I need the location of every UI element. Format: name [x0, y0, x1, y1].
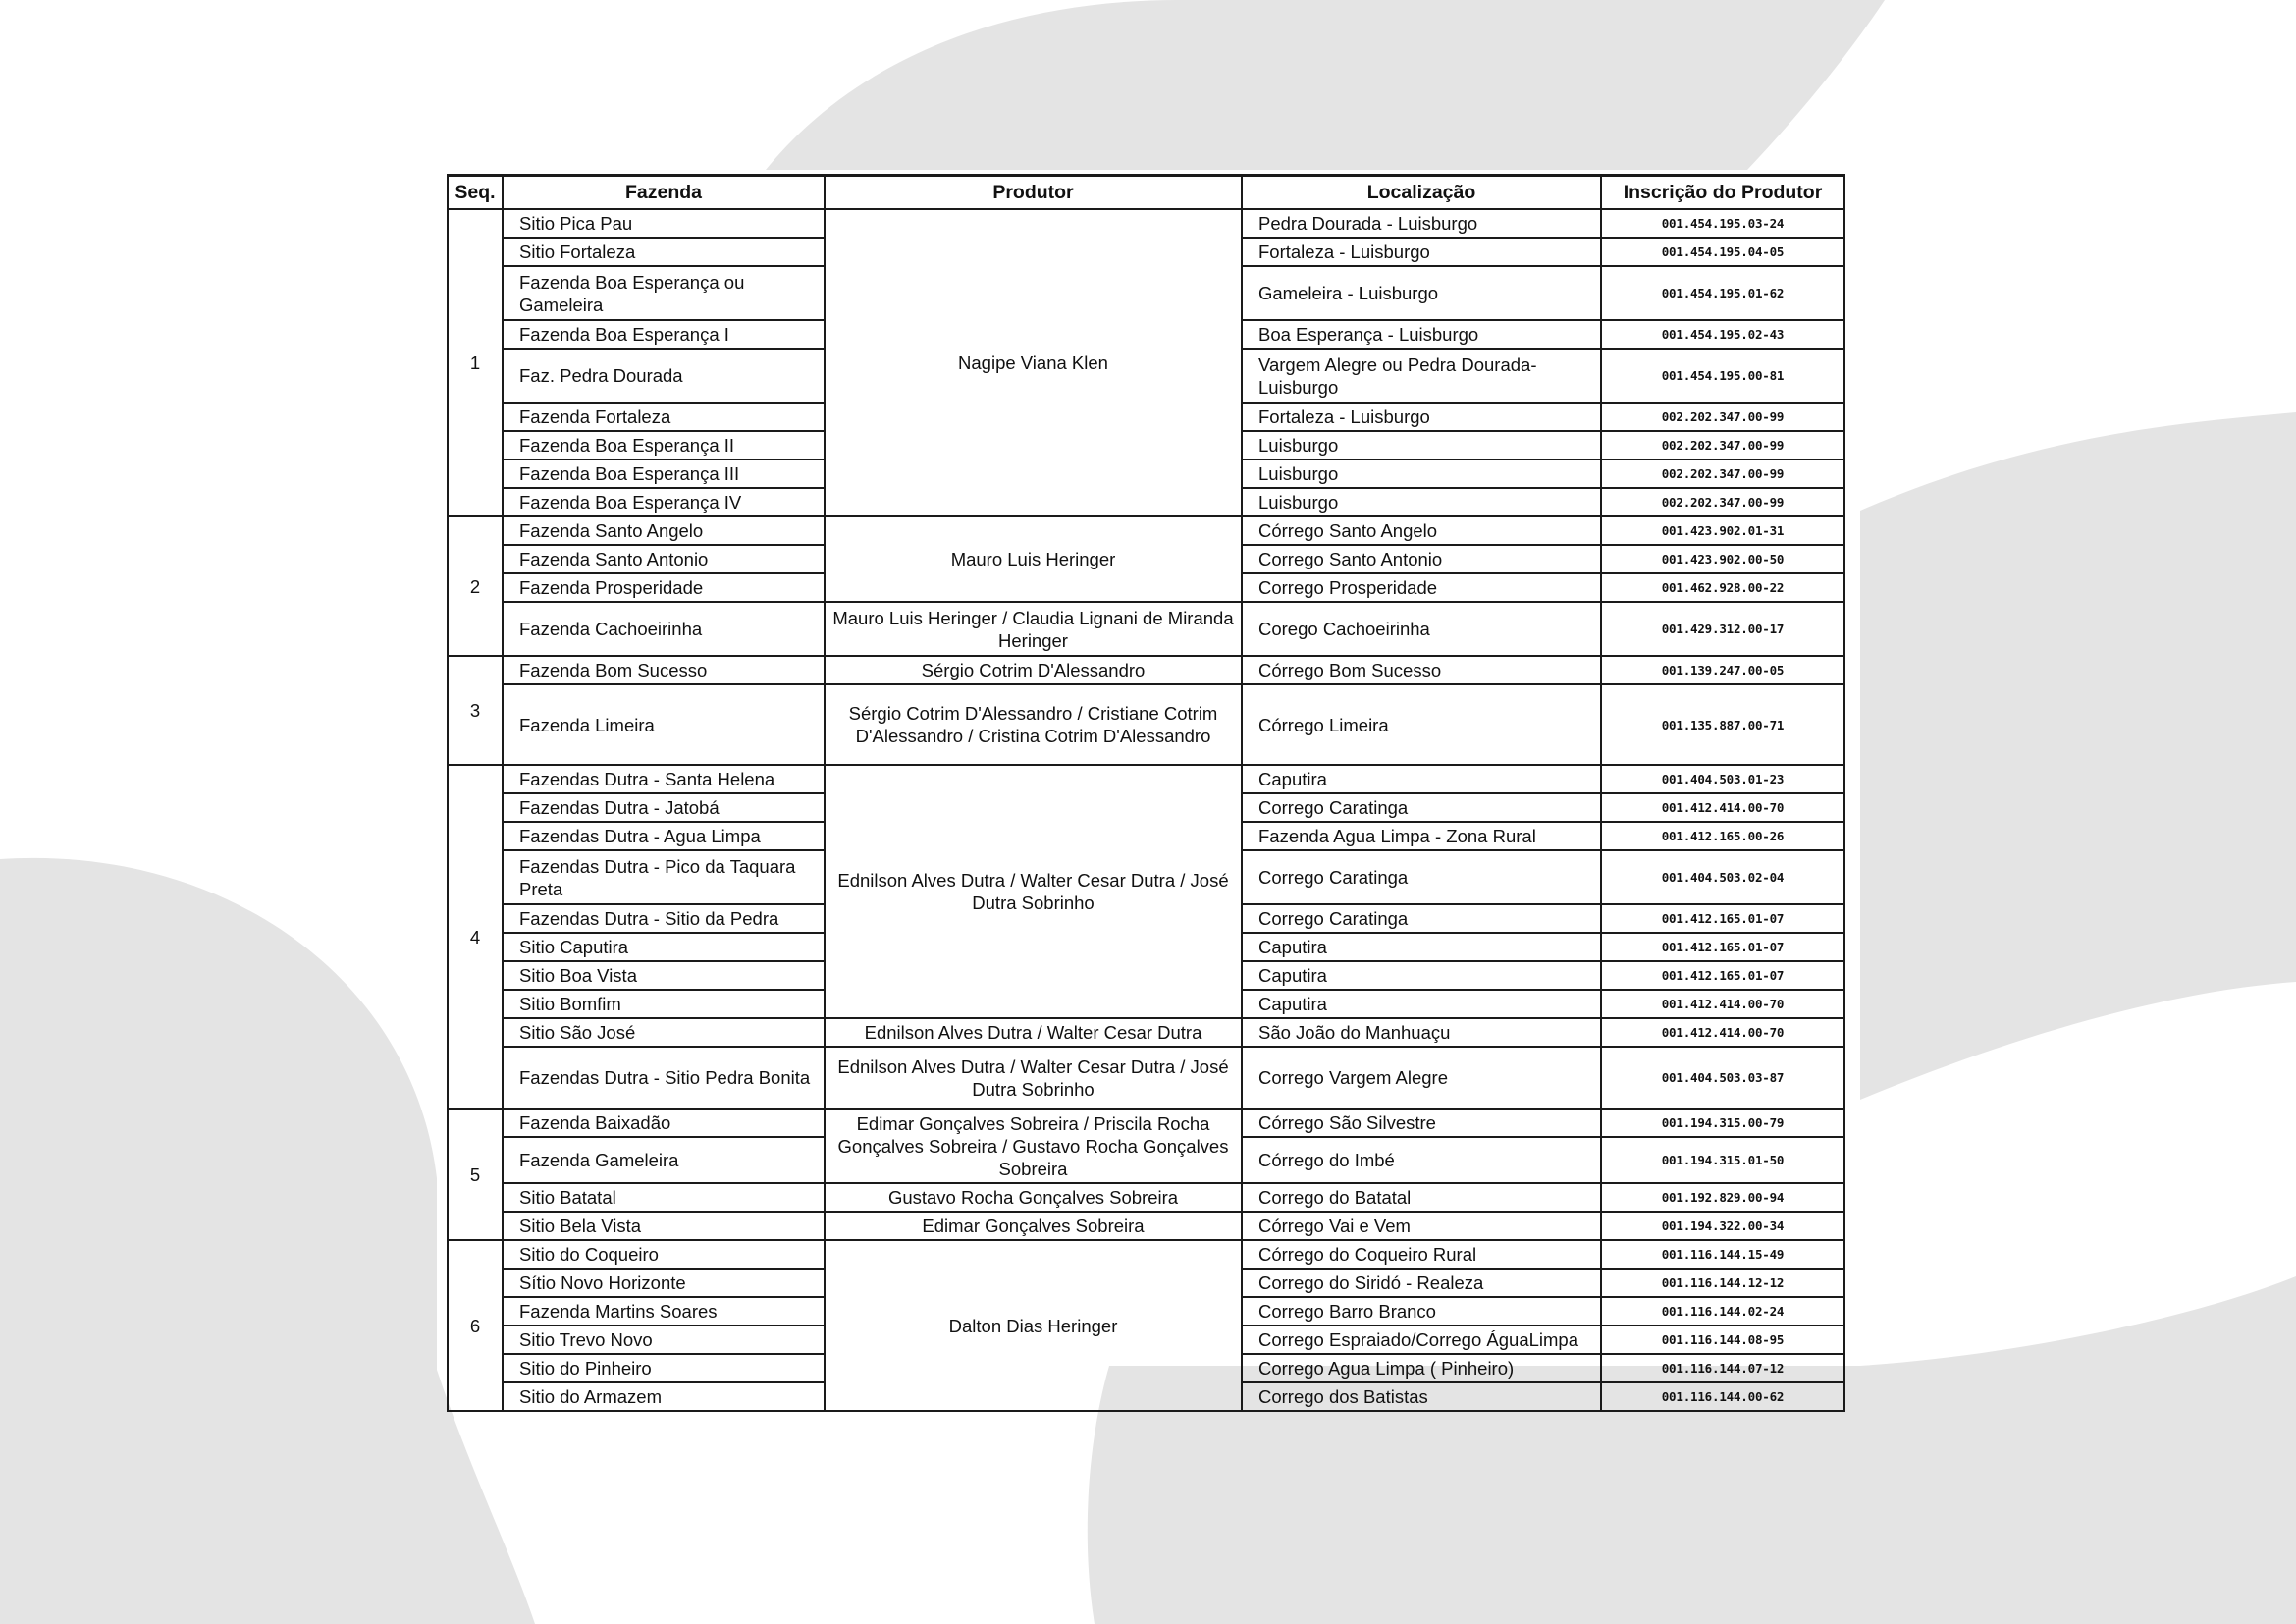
inscricao-cell: 001.454.195.03-24 — [1601, 209, 1844, 238]
localizacao-cell: Pedra Dourada - Luisburgo — [1242, 209, 1601, 238]
localizacao-cell: Vargem Alegre ou Pedra Dourada-Luisburgo — [1242, 349, 1601, 403]
fazenda-cell: Fazenda Boa Esperança II — [503, 431, 825, 460]
fazenda-cell: Fazendas Dutra - Sitio da Pedra — [503, 904, 825, 933]
fazenda-cell: Fazenda Baixadão — [503, 1109, 825, 1137]
localizacao-cell: Corrego do Siridó - Realeza — [1242, 1269, 1601, 1297]
localizacao-cell: Corrego Caratinga — [1242, 793, 1601, 822]
fazenda-cell: Fazenda Gameleira — [503, 1137, 825, 1183]
produtor-cell: Mauro Luis Heringer — [825, 516, 1242, 602]
table-row — [448, 656, 1844, 684]
inscricao-cell: 001.462.928.00-22 — [1601, 573, 1844, 602]
produtor-cell: Nagipe Viana Klen — [825, 209, 1242, 516]
localizacao-cell: Córrego São Silvestre — [1242, 1109, 1601, 1137]
inscricao-cell: 001.412.165.01-07 — [1601, 961, 1844, 990]
header-localizacao: Localização — [1242, 176, 1601, 210]
header-inscricao: Inscrição do Produtor — [1601, 176, 1844, 210]
fazenda-cell: Fazenda Boa Esperança I — [503, 320, 825, 349]
inscricao-cell: 001.194.315.01-50 — [1601, 1137, 1844, 1183]
localizacao-cell: Córrego do Imbé — [1242, 1137, 1601, 1183]
localizacao-cell: Fortaleza - Luisburgo — [1242, 403, 1601, 431]
produtor-cell: Ednilson Alves Dutra / Walter Cesar Dutra / José Dutra Sobrinho — [825, 1047, 1242, 1109]
fazenda-cell: Fazenda Boa Esperança ou Gameleira — [503, 266, 825, 320]
inscricao-cell: 001.412.414.00-70 — [1601, 990, 1844, 1018]
seq-cell: 3 — [448, 656, 503, 765]
fazenda-cell: Fazendas Dutra - Sitio Pedra Bonita — [503, 1047, 825, 1109]
localizacao-cell: Gameleira - Luisburgo — [1242, 266, 1601, 320]
inscricao-cell: 001.139.247.00-05 — [1601, 656, 1844, 684]
fazenda-cell: Sitio Fortaleza — [503, 238, 825, 266]
inscricao-cell: 002.202.347.00-99 — [1601, 488, 1844, 516]
localizacao-cell: Corrego Barro Branco — [1242, 1297, 1601, 1326]
document-sheet — [437, 170, 1860, 1407]
fazenda-cell: Sitio São José — [503, 1018, 825, 1047]
table-row — [448, 209, 1844, 238]
fazenda-cell: Fazendas Dutra - Agua Limpa — [503, 822, 825, 850]
fazenda-cell: Faz. Pedra Dourada — [503, 349, 825, 403]
fazenda-cell: Sitio Bomfim — [503, 990, 825, 1018]
seq-cell: 5 — [448, 1109, 503, 1240]
inscricao-cell: 001.429.312.00-17 — [1601, 602, 1844, 656]
fazenda-cell: Sítio Novo Horizonte — [503, 1269, 825, 1297]
localizacao-cell: Corrego Prosperidade — [1242, 573, 1601, 602]
localizacao-cell: Fortaleza - Luisburgo — [1242, 238, 1601, 266]
produtor-cell: Ednilson Alves Dutra / Walter Cesar Dutra / José Dutra Sobrinho — [825, 765, 1242, 1018]
fazenda-cell: Fazenda Boa Esperança III — [503, 460, 825, 488]
table-row — [448, 602, 1844, 656]
inscricao-cell: 001.116.144.02-24 — [1601, 1297, 1844, 1326]
fazenda-cell: Fazenda Limeira — [503, 684, 825, 765]
produtor-cell: Edimar Gonçalves Sobreira / Priscila Rocha Gonçalves Sobreira / Gustavo Rocha Gonçalves Sobreira — [825, 1109, 1242, 1183]
localizacao-cell: Córrego Limeira — [1242, 684, 1601, 765]
localizacao-cell: Córrego do Coqueiro Rural — [1242, 1240, 1601, 1269]
inscricao-cell: 001.116.144.12-12 — [1601, 1269, 1844, 1297]
localizacao-cell: Corego Cachoeirinha — [1242, 602, 1601, 656]
localizacao-cell: Corrego Santo Antonio — [1242, 545, 1601, 573]
localizacao-cell: Corrego dos Batistas — [1242, 1382, 1601, 1411]
inscricao-cell: 001.423.902.00-50 — [1601, 545, 1844, 573]
fazenda-cell: Fazenda Boa Esperança IV — [503, 488, 825, 516]
produtor-cell: Ednilson Alves Dutra / Walter Cesar Dutra — [825, 1018, 1242, 1047]
table-row — [448, 1183, 1844, 1212]
table-row — [448, 1109, 1844, 1137]
produtor-cell: Mauro Luis Heringer / Claudia Lignani de Miranda Heringer — [825, 602, 1242, 656]
localizacao-cell: Caputira — [1242, 765, 1601, 793]
localizacao-cell: Corrego Caratinga — [1242, 904, 1601, 933]
produtor-cell: Gustavo Rocha Gonçalves Sobreira — [825, 1183, 1242, 1212]
produtor-cell: Sérgio Cotrim D'Alessandro / Cristiane Cotrim D'Alessandro / Cristina Cotrim D'Alessandro — [825, 684, 1242, 765]
fazenda-cell: Sitio Trevo Novo — [503, 1326, 825, 1354]
fazenda-cell: Sitio Pica Pau — [503, 209, 825, 238]
inscricao-cell: 001.404.503.02-04 — [1601, 850, 1844, 904]
localizacao-cell: Córrego Bom Sucesso — [1242, 656, 1601, 684]
localizacao-cell: São João do Manhuaçu — [1242, 1018, 1601, 1047]
localizacao-cell: Córrego Vai e Vem — [1242, 1212, 1601, 1240]
table-row — [448, 1018, 1844, 1047]
fazenda-cell: Sitio do Armazem — [503, 1382, 825, 1411]
fazenda-cell: Sitio do Coqueiro — [503, 1240, 825, 1269]
producers-table — [447, 174, 1845, 1412]
fazenda-cell: Fazendas Dutra - Jatobá — [503, 793, 825, 822]
fazenda-cell: Sitio Batatal — [503, 1183, 825, 1212]
localizacao-cell: Corrego Espraiado/Corrego ÁguaLimpa — [1242, 1326, 1601, 1354]
inscricao-cell: 001.192.829.00-94 — [1601, 1183, 1844, 1212]
inscricao-cell: 001.412.414.00-70 — [1601, 1018, 1844, 1047]
inscricao-cell: 001.412.165.00-26 — [1601, 822, 1844, 850]
table-row — [448, 1212, 1844, 1240]
header-fazenda: Fazenda — [503, 176, 825, 210]
fazenda-cell: Fazenda Santo Angelo — [503, 516, 825, 545]
inscricao-cell: 002.202.347.00-99 — [1601, 403, 1844, 431]
inscricao-cell: 002.202.347.00-99 — [1601, 460, 1844, 488]
fazenda-cell: Fazenda Fortaleza — [503, 403, 825, 431]
fazenda-cell: Fazenda Prosperidade — [503, 573, 825, 602]
inscricao-cell: 001.135.887.00-71 — [1601, 684, 1844, 765]
fazenda-cell: Sitio Boa Vista — [503, 961, 825, 990]
header-produtor: Produtor — [825, 176, 1242, 210]
fazenda-cell: Fazendas Dutra - Santa Helena — [503, 765, 825, 793]
localizacao-cell: Boa Esperança - Luisburgo — [1242, 320, 1601, 349]
table-row — [448, 765, 1844, 793]
localizacao-cell: Luisburgo — [1242, 431, 1601, 460]
produtor-cell: Edimar Gonçalves Sobreira — [825, 1212, 1242, 1240]
table-header-row — [448, 176, 1844, 210]
fazenda-cell: Fazenda Cachoeirinha — [503, 602, 825, 656]
inscricao-cell: 001.423.902.01-31 — [1601, 516, 1844, 545]
inscricao-cell: 001.116.144.15-49 — [1601, 1240, 1844, 1269]
localizacao-cell: Corrego do Batatal — [1242, 1183, 1601, 1212]
table-body — [448, 209, 1844, 1411]
header-seq: Seq. — [448, 176, 503, 210]
fazenda-cell: Sitio do Pinheiro — [503, 1354, 825, 1382]
inscricao-cell: 001.194.315.00-79 — [1601, 1109, 1844, 1137]
inscricao-cell: 001.454.195.04-05 — [1601, 238, 1844, 266]
inscricao-cell: 001.404.503.01-23 — [1601, 765, 1844, 793]
produtor-cell: Sérgio Cotrim D'Alessandro — [825, 656, 1242, 684]
localizacao-cell: Fazenda Agua Limpa - Zona Rural — [1242, 822, 1601, 850]
inscricao-cell: 001.116.144.00-62 — [1601, 1382, 1844, 1411]
fazenda-cell: Fazenda Martins Soares — [503, 1297, 825, 1326]
localizacao-cell: Corrego Agua Limpa ( Pinheiro) — [1242, 1354, 1601, 1382]
inscricao-cell: 001.454.195.02-43 — [1601, 320, 1844, 349]
localizacao-cell: Luisburgo — [1242, 460, 1601, 488]
inscricao-cell: 001.454.195.01-62 — [1601, 266, 1844, 320]
fazenda-cell: Fazenda Santo Antonio — [503, 545, 825, 573]
table-row — [448, 684, 1844, 765]
inscricao-cell: 002.202.347.00-99 — [1601, 431, 1844, 460]
inscricao-cell: 001.412.414.00-70 — [1601, 793, 1844, 822]
inscricao-cell: 001.412.165.01-07 — [1601, 904, 1844, 933]
fazenda-cell: Sitio Caputira — [503, 933, 825, 961]
inscricao-cell: 001.412.165.01-07 — [1601, 933, 1844, 961]
inscricao-cell: 001.454.195.00-81 — [1601, 349, 1844, 403]
table-row — [448, 1047, 1844, 1109]
inscricao-cell: 001.194.322.00-34 — [1601, 1212, 1844, 1240]
fazenda-cell: Fazenda Bom Sucesso — [503, 656, 825, 684]
localizacao-cell: Caputira — [1242, 933, 1601, 961]
inscricao-cell: 001.404.503.03-87 — [1601, 1047, 1844, 1109]
inscricao-cell: 001.116.144.07-12 — [1601, 1354, 1844, 1382]
produtor-cell: Dalton Dias Heringer — [825, 1240, 1242, 1411]
fazenda-cell: Sitio Bela Vista — [503, 1212, 825, 1240]
seq-cell: 4 — [448, 765, 503, 1109]
localizacao-cell: Luisburgo — [1242, 488, 1601, 516]
fazenda-cell: Fazendas Dutra - Pico da Taquara Preta — [503, 850, 825, 904]
table-row — [448, 516, 1844, 545]
localizacao-cell: Corrego Vargem Alegre — [1242, 1047, 1601, 1109]
seq-cell: 6 — [448, 1240, 503, 1411]
localizacao-cell: Caputira — [1242, 990, 1601, 1018]
localizacao-cell: Caputira — [1242, 961, 1601, 990]
localizacao-cell: Corrego Caratinga — [1242, 850, 1601, 904]
seq-cell: 2 — [448, 516, 503, 656]
table-row — [448, 1240, 1844, 1269]
inscricao-cell: 001.116.144.08-95 — [1601, 1326, 1844, 1354]
localizacao-cell: Córrego Santo Angelo — [1242, 516, 1601, 545]
seq-cell: 1 — [448, 209, 503, 516]
